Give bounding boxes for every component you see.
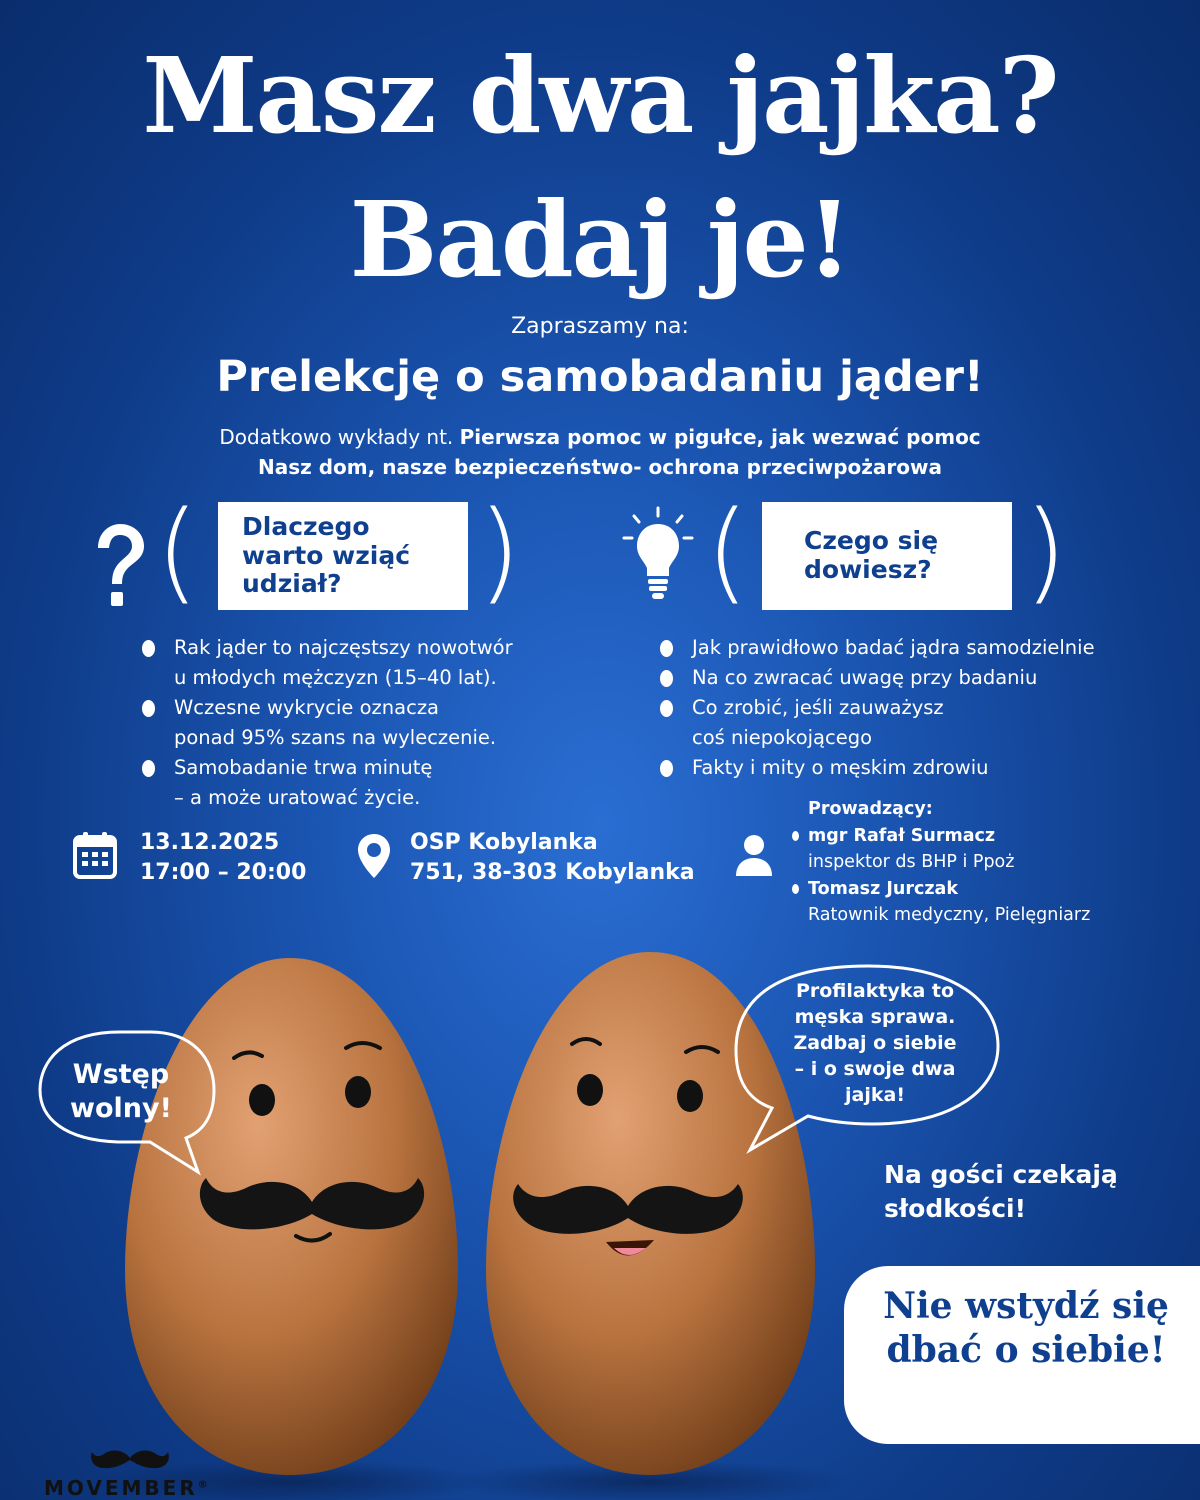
host-role: inspektor ds BHP i Ppoż bbox=[808, 852, 1015, 872]
question-mark-icon bbox=[88, 522, 148, 610]
event-date: 13.12.2025 bbox=[140, 830, 280, 855]
list-item: Co zrobić, jeśli zauważysz coś niepokojącego bbox=[658, 693, 1158, 753]
movember-logo bbox=[44, 1476, 208, 1500]
sweets-note: Na gości czekają słodkości! bbox=[884, 1160, 1118, 1223]
person-icon bbox=[734, 834, 774, 878]
bullet-dot bbox=[142, 640, 155, 657]
list-item: Jak prawidłowo badać jądra samodzielnie bbox=[658, 633, 1158, 663]
right-egg-eye bbox=[577, 1074, 603, 1106]
bullet-dot bbox=[142, 760, 155, 777]
prevention-bubble-text: Profilaktyka to męska sprawa. Zadbaj o siebie – i o swoje dwa jajka! bbox=[793, 980, 957, 1106]
what-learn-label bbox=[762, 502, 1012, 610]
mustache-icon bbox=[90, 1448, 170, 1472]
left-egg-eye bbox=[249, 1084, 275, 1116]
place-address: 751, 38-303 Kobylanka bbox=[410, 860, 695, 885]
extra-topic-2: Nasz dom, nasze bezpieczeństwo- ochrona przeciwpożarowa bbox=[258, 455, 942, 479]
extra-prefix: Dodatkowo wykłady nt. bbox=[219, 425, 460, 449]
hosts-block bbox=[790, 796, 1090, 929]
event-location bbox=[410, 828, 695, 888]
event-title: Prelekcję o samobadaniu jąder! bbox=[216, 352, 984, 402]
bullet-dot bbox=[660, 700, 673, 717]
why-attend-list bbox=[140, 633, 600, 813]
headline-line-1: Masz dwa jajka? bbox=[142, 34, 1058, 157]
host-name: mgr Rafał Surmacz bbox=[790, 823, 1090, 850]
right-egg-eye bbox=[677, 1080, 703, 1112]
event-time: 17:00 – 20:00 bbox=[140, 860, 307, 885]
why-attend-label bbox=[218, 502, 468, 610]
what-learn-list bbox=[658, 633, 1158, 783]
location-pin-icon bbox=[356, 832, 392, 880]
why-attend-line-2: warto wziąć bbox=[242, 540, 411, 570]
brand-registered: ® bbox=[197, 1479, 208, 1491]
event-datetime bbox=[140, 828, 306, 888]
list-item: Samobadanie trwa minutę – a może uratować życie. bbox=[140, 753, 600, 813]
place-name: OSP Kobylanka bbox=[410, 830, 598, 855]
what-learn-line-2: dowiesz? bbox=[804, 555, 932, 584]
list-item: Wczesne wykrycie oznacza ponad 95% szans na wyleczenie. bbox=[140, 693, 600, 753]
bullet-dot bbox=[660, 760, 673, 777]
left-open-paren-decoration: ( bbox=[156, 487, 199, 615]
host-role: Ratownik medyczny, Pielęgniarz bbox=[808, 905, 1091, 925]
why-attend-line-3: udział? bbox=[242, 569, 342, 599]
bullet-dot bbox=[142, 700, 155, 717]
calendar-icon bbox=[72, 830, 118, 880]
bullet-dot bbox=[660, 670, 673, 687]
light-bulb-icon bbox=[620, 506, 696, 606]
list-item: Fakty i mity o męskim zdrowiu bbox=[658, 753, 1158, 783]
right-close-paren-decoration: ) bbox=[1024, 487, 1067, 615]
brand-name: MOVEMBER bbox=[44, 1476, 198, 1500]
left-egg-eye bbox=[345, 1076, 371, 1108]
free-entry-bubble-text: Wstęp wolny! bbox=[70, 1059, 172, 1124]
invite-text: Zapraszamy na: bbox=[511, 314, 689, 339]
list-item: Na co zwracać uwagę przy badaniu bbox=[658, 663, 1158, 693]
list-item: Rak jąder to najczęstszy nowotwór u młodych mężczyzn (15–40 lat). bbox=[140, 633, 600, 693]
left-close-paren-decoration: ) bbox=[478, 487, 521, 615]
bullet-dot bbox=[660, 640, 673, 657]
host-name: Tomasz Jurczak bbox=[790, 876, 1090, 903]
extra-topic-1: Pierwsza pomoc w pigułce, jak wezwać pomoc bbox=[459, 425, 981, 449]
hosts-title: Prowadzący: bbox=[808, 799, 933, 819]
extra-topics-line-1 bbox=[0, 425, 1200, 449]
what-learn-line-1: Czego się bbox=[804, 526, 939, 556]
extra-topics-line-2 bbox=[0, 455, 1200, 479]
right-open-paren-decoration: ( bbox=[706, 487, 749, 615]
why-attend-line-1: Dlaczego bbox=[242, 511, 370, 541]
slogan-text: Nie wstydź się dbać o siebie! bbox=[883, 1285, 1169, 1371]
headline-line-2: Badaj je! bbox=[349, 178, 851, 301]
